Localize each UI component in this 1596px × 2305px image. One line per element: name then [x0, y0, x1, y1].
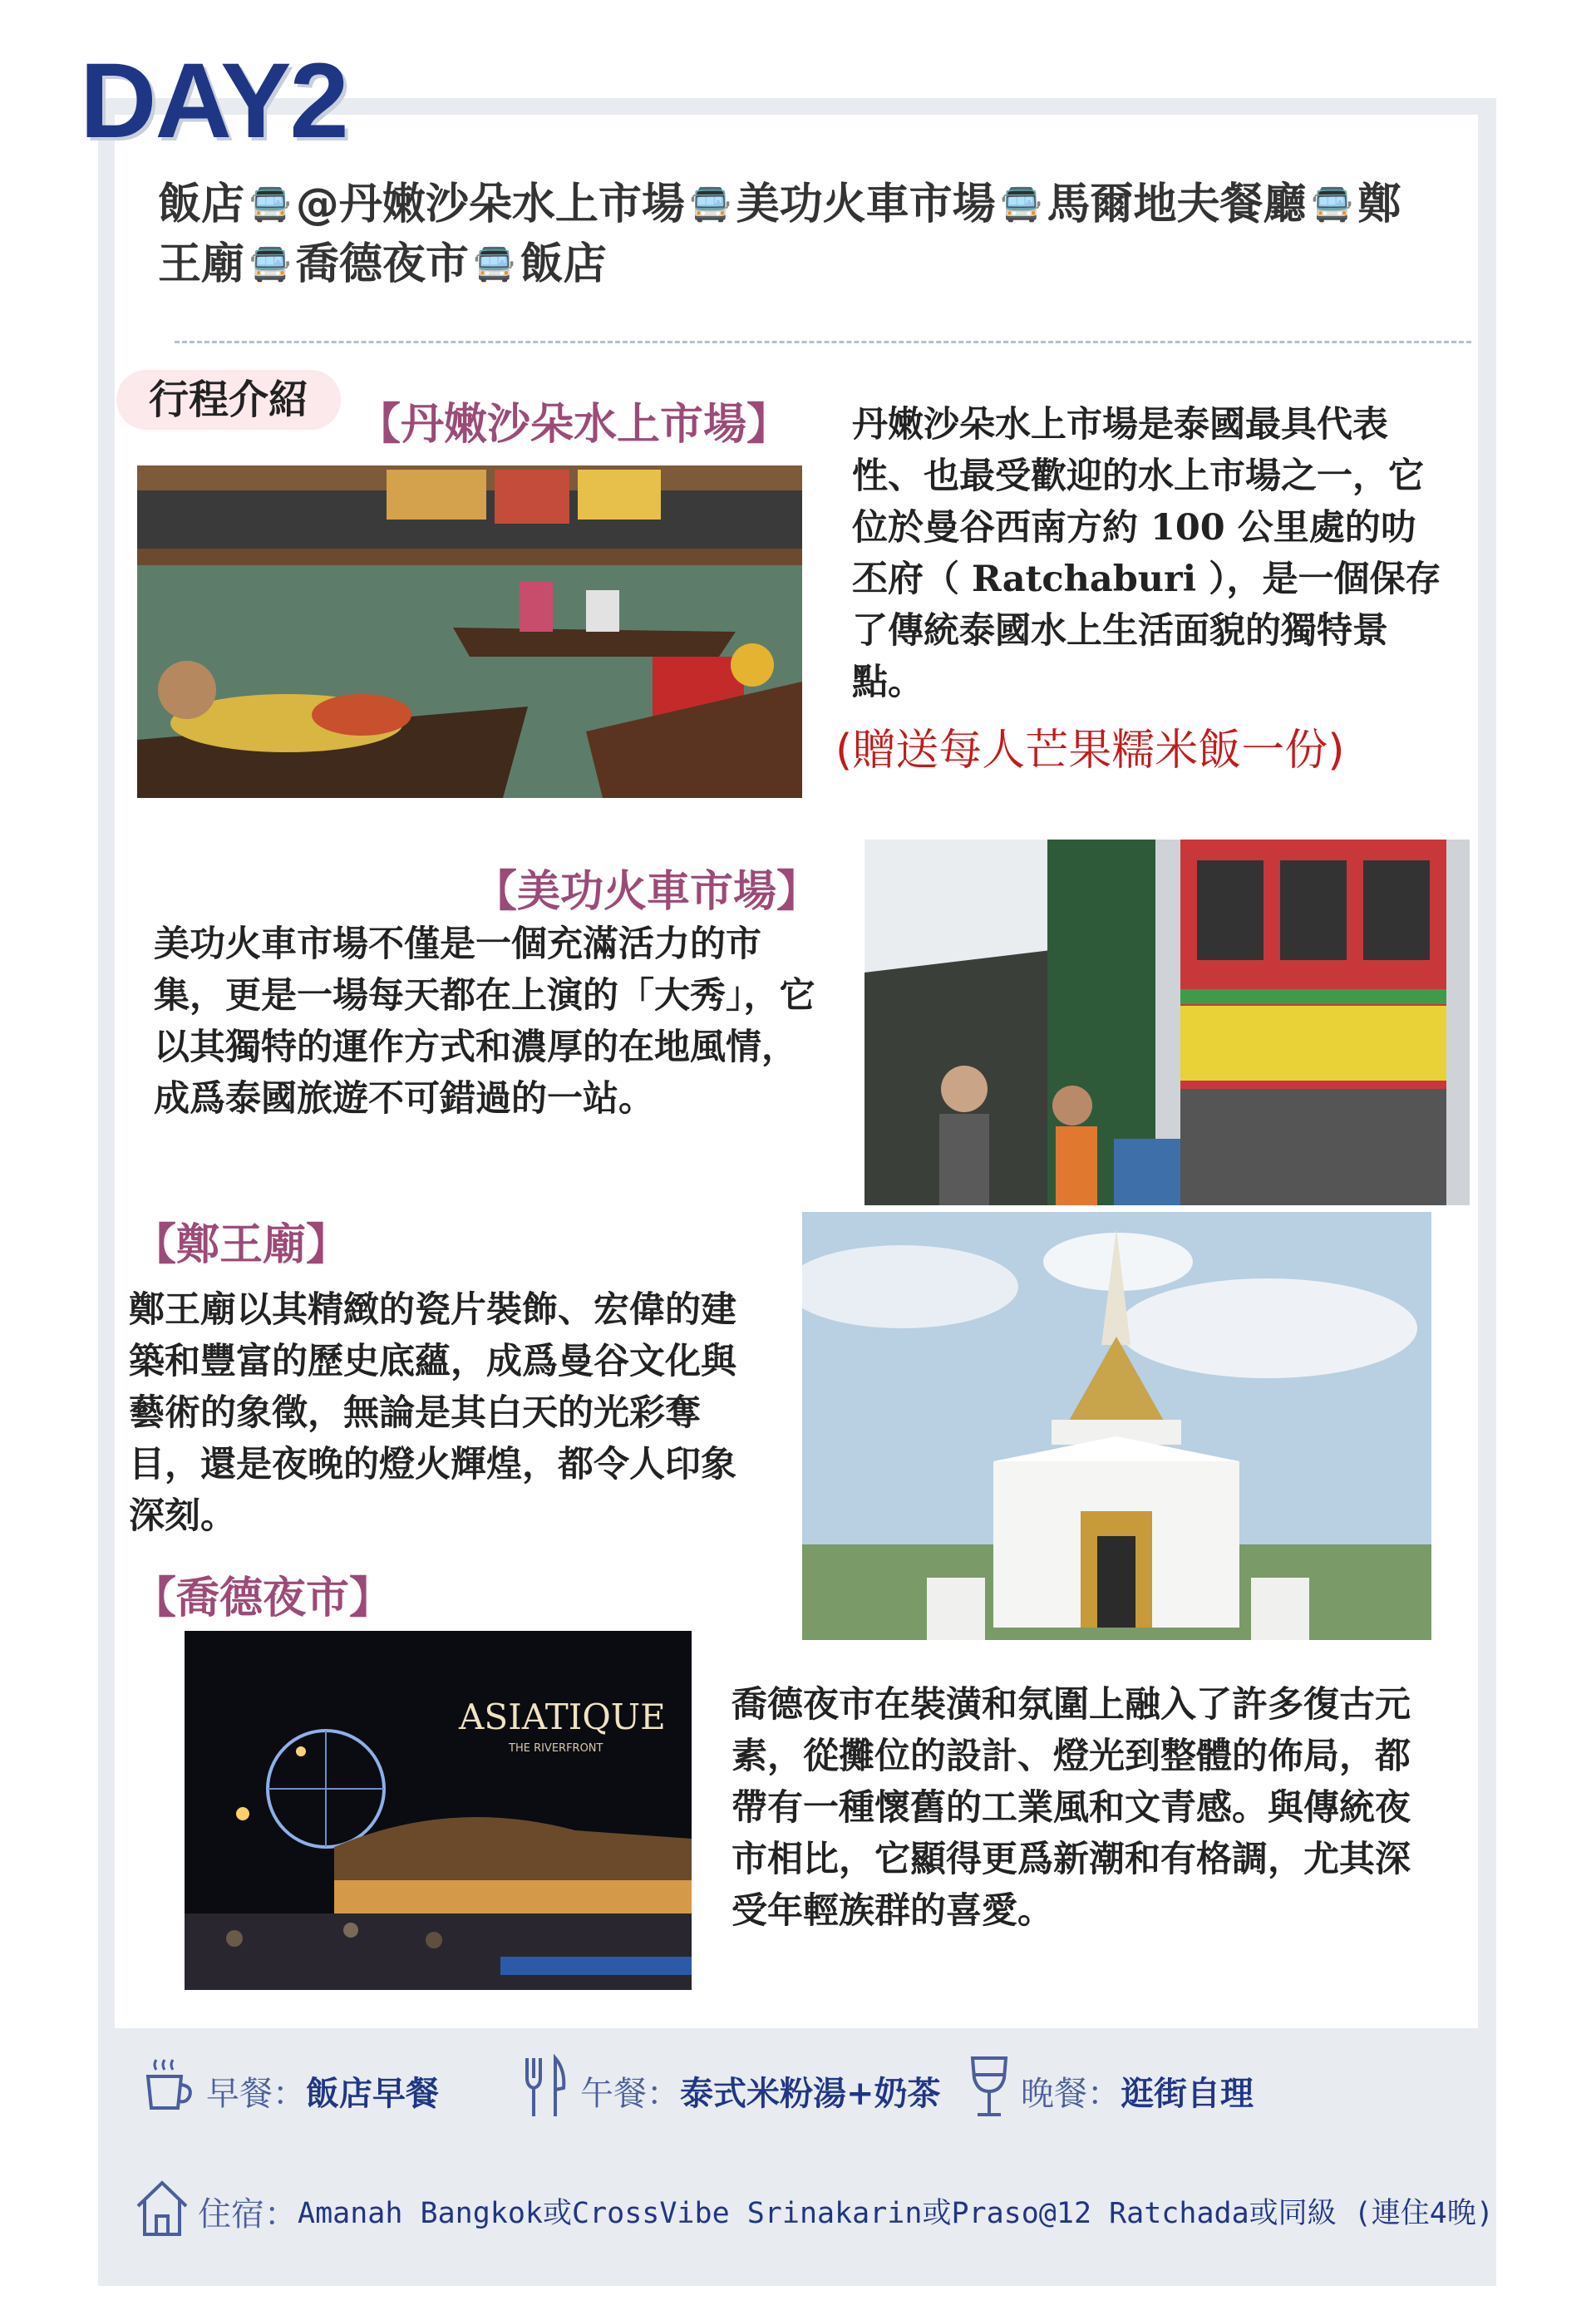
section-title-wat-arun: 【鄭王廟】 [133, 1219, 350, 1270]
asiatique-text: 喬德夜市在裝潢和氛圍上融入了許多復古元素，從攤位的設計、燈光到整體的佈局，都帶有一種懷舊的工業風和文青感。與傳統夜市相比，它顯得更爲新潮和有格調，尤其深受年輕族群的喜愛。 [732, 1684, 1411, 1932]
section-title-railway-market: 【美功火車市場】 [474, 866, 820, 917]
dashed-divider [175, 341, 1471, 343]
bus-icon: 🚍 [249, 185, 291, 224]
dinner-label: 晚餐： [1021, 2074, 1121, 2113]
route-stop: @丹嫩沙朵水上市場 [295, 180, 685, 229]
route-stop: 喬德夜市 [295, 239, 469, 289]
route-stop: 飯店 [520, 239, 607, 289]
lunch-item [515, 2049, 941, 2132]
wine-glass-icon [964, 2053, 1014, 2128]
lunch-label: 午餐： [580, 2074, 680, 2113]
section-title-floating-market: 【丹嫩沙朵水上市場】 [357, 399, 791, 450]
lunch-value: 泰式米粉湯+奶茶 [680, 2073, 941, 2113]
breakfast-label: 早餐： [206, 2074, 306, 2113]
day-title: DAY2 [80, 42, 347, 160]
railway-market-text: 美功火車市場不僅是一個充滿活力的市集，更是一場每天都在上演的「大秀」，它以其獨特的運作方式和濃厚的在地風情，成爲泰國旅遊不可錯過的一站。 [154, 923, 815, 1120]
breakfast-value: 飯店早餐 [306, 2073, 439, 2113]
meals-row [133, 2049, 1463, 2132]
title-bar [366, 98, 1496, 111]
floating-market-photo [137, 465, 802, 798]
bus-icon: 🚍 [1000, 185, 1042, 224]
breakfast-item [133, 2049, 439, 2132]
wat-arun-photo [802, 1212, 1431, 1640]
lodging-label: 住宿： [198, 2194, 298, 2234]
bus-icon: 🚍 [1311, 185, 1353, 224]
dinner-value: 逛街自理 [1121, 2073, 1254, 2113]
wat-arun-text: 鄭王廟以其精緻的瓷片裝飾、宏偉的建築和豐富的歷史底蘊，成爲曼谷文化與藝術的象徵，無論是其白天的光彩奪目，還是夜晚的燈火輝煌，都令人印象深刻。 [129, 1289, 736, 1537]
route-line-text [158, 175, 1421, 294]
bus-icon: 🚍 [249, 245, 291, 283]
route-stop: 馬爾地夫餐廳 [1047, 180, 1307, 229]
asiatique-photo [185, 1631, 692, 1990]
asiatique-subsign: THE RIVERFRONT [509, 1742, 603, 1755]
floating-market-text: 丹嫩沙朵水上市場是泰國最具代表性、也最受歡迎的水上市場之一，它位於曼谷西南方約 100 公里處的叻丕府（ Ratchaburi ），是一個保存了傳統泰國水上生活面貌的獨特景點。 [852, 404, 1441, 703]
bus-icon: 🚍 [689, 185, 732, 224]
gift-note: (贈送每人芒果糯米飯一份) [835, 726, 1345, 776]
intro-badge: 行程介紹 [116, 370, 341, 430]
fork-knife-icon [515, 2053, 574, 2128]
lodging-row [133, 2174, 1494, 2248]
route-stop: 鄭王廟 [158, 180, 1401, 289]
route-stop: 飯店 [158, 180, 245, 229]
house-icon [133, 2174, 191, 2248]
route-stop: 美功火車市場 [736, 180, 996, 229]
section-title-asiatique: 【喬德夜市】 [133, 1573, 393, 1623]
railway-market-photo [864, 840, 1470, 1205]
lodging-value: Amanah Bangkok或CrossVibe Srinakarin或Praso@12 Ratchada或同級 (連住4晚) [298, 2197, 1494, 2230]
coffee-cup-icon [133, 2053, 200, 2128]
dinner-item [964, 2049, 1254, 2132]
asiatique-sign: ASIATIQUE [459, 1697, 666, 1737]
bus-icon: 🚍 [473, 245, 515, 283]
